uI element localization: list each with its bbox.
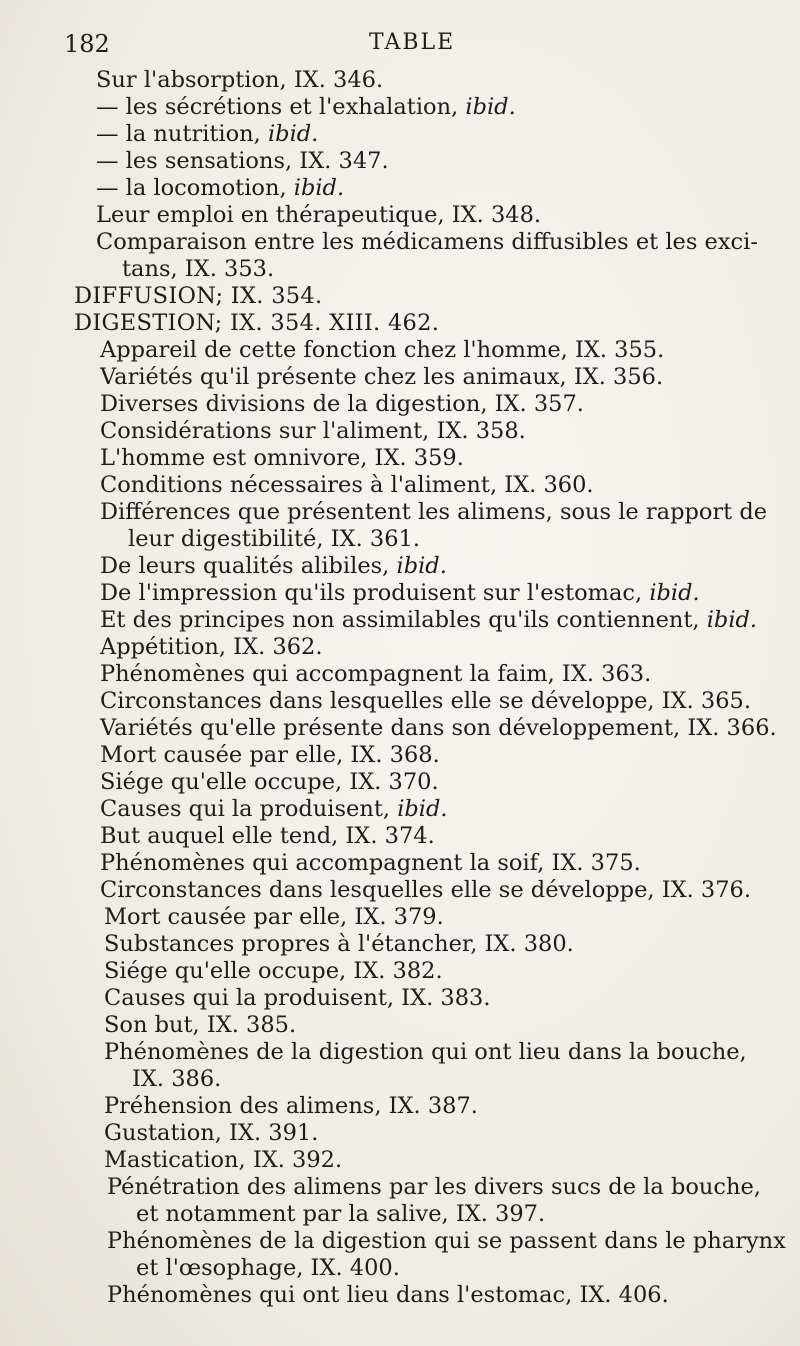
index-entry-text: DIGESTION; IX. 354. XIII. 462. xyxy=(74,310,440,336)
index-entry-text: Causes qui la produisent, ibid. xyxy=(100,796,448,822)
ibid-italic: ibid. xyxy=(649,580,700,606)
ibid-italic: ibid. xyxy=(465,94,516,120)
page-number: 182 xyxy=(64,30,110,58)
index-entry xyxy=(0,337,800,364)
index-entry-text: leur digestibilité, IX. 361. xyxy=(128,526,420,552)
index-entry xyxy=(0,688,800,715)
index-heading xyxy=(0,310,800,337)
index-entry xyxy=(0,229,800,256)
index-entry xyxy=(0,931,800,958)
index-entry xyxy=(0,94,800,121)
index-entry-text: Siége qu'elle occupe, IX. 382. xyxy=(104,958,443,984)
index-entry xyxy=(0,526,800,553)
index-entry xyxy=(0,580,800,607)
index-entry-text: Variétés qu'elle présente dans son développement, IX. 366. xyxy=(100,715,777,741)
index-entry-text: Conditions nécessaires à l'aliment, IX. 360. xyxy=(100,472,594,498)
ibid-italic: ibid. xyxy=(267,121,319,147)
index-entry-text: L'homme est omnivore, IX. 359. xyxy=(100,445,464,471)
index-entry xyxy=(0,499,800,526)
index-heading xyxy=(0,283,800,310)
index-entry-text: De leurs qualités alibiles, ibid. xyxy=(100,553,447,579)
index-entry-text: Phénomènes qui ont lieu dans l'estomac, IX. 406. xyxy=(107,1282,669,1308)
index-entry xyxy=(0,202,800,229)
index-entry xyxy=(0,418,800,445)
ibid-italic: ibid. xyxy=(706,607,758,633)
index-entry-text: Appareil de cette fonction chez l'homme, IX. 355. xyxy=(100,337,665,363)
index-entry xyxy=(0,877,800,904)
index-entry xyxy=(0,148,800,175)
index-entry-text: Phénomènes qui accompagnent la soif, IX. 375. xyxy=(100,850,641,876)
index-entry-text: Phénomènes qui accompagnent la faim, IX. 363. xyxy=(100,661,652,687)
index-entry-text: Appétition, IX. 362. xyxy=(100,634,323,660)
index-entries xyxy=(0,67,800,1309)
index-entry xyxy=(0,904,800,931)
index-entry xyxy=(0,796,800,823)
index-entry-text: Leur emploi en thérapeutique, IX. 348. xyxy=(96,202,542,228)
page-header xyxy=(64,30,760,64)
index-entry-text: Circonstances dans lesquelles elle se développe, IX. 365. xyxy=(100,688,752,714)
index-entry-text: Mastication, IX. 392. xyxy=(104,1147,343,1173)
index-entry-text: tans, IX. 353. xyxy=(122,256,275,282)
index-entry-text: Variétés qu'il présente chez les animaux, IX. 356. xyxy=(100,364,664,390)
index-entry xyxy=(0,472,800,499)
index-entry xyxy=(0,364,800,391)
index-entry xyxy=(0,1120,800,1147)
ibid-italic: ibid. xyxy=(293,175,345,201)
index-entry xyxy=(0,958,800,985)
index-entry-text: Pénétration des alimens par les divers sucs de la bouche, xyxy=(107,1174,761,1200)
index-entry-text: Mort causée par elle, IX. 379. xyxy=(104,904,444,930)
index-entry xyxy=(0,391,800,418)
index-entry xyxy=(0,634,800,661)
index-entry-text: Siége qu'elle occupe, IX. 370. xyxy=(100,769,439,795)
index-entry xyxy=(0,1093,800,1120)
index-entry xyxy=(0,661,800,688)
index-entry xyxy=(0,445,800,472)
index-entry xyxy=(0,715,800,742)
index-entry xyxy=(0,1147,800,1174)
index-entry-text: et notamment par la salive, IX. 397. xyxy=(136,1201,546,1227)
index-entry-text: — les sécrétions et l'exhalation, ibid. xyxy=(96,94,516,120)
index-entry xyxy=(0,769,800,796)
index-entry xyxy=(0,553,800,580)
index-entry-text: DIFFUSION; IX. 354. xyxy=(74,283,323,309)
index-entry xyxy=(0,175,800,202)
index-entry xyxy=(0,1282,800,1309)
index-entry xyxy=(0,742,800,769)
index-entry-text: Phénomènes de la digestion qui ont lieu dans la bouche, xyxy=(104,1039,747,1065)
index-entry-text: Comparaison entre les médicamens diffusibles et les exci- xyxy=(96,229,758,255)
index-entry-text: Phénomènes de la digestion qui se passent dans le pharynx xyxy=(107,1228,786,1254)
index-entry xyxy=(0,256,800,283)
index-entry-text: But auquel elle tend, IX. 374. xyxy=(100,823,435,849)
index-entry-text: — les sensations, IX. 347. xyxy=(96,148,389,174)
index-entry-text: Circonstances dans lesquelles elle se développe, IX. 376. xyxy=(100,877,752,903)
index-entry-text: De l'impression qu'ils produisent sur l'estomac, ibid. xyxy=(100,580,700,606)
index-entry xyxy=(0,1174,800,1201)
index-entry xyxy=(0,1201,800,1228)
index-entry-text: Considérations sur l'aliment, IX. 358. xyxy=(100,418,526,444)
index-entry-text: Préhension des alimens, IX. 387. xyxy=(104,1093,478,1119)
index-entry-text: — la nutrition, ibid. xyxy=(96,121,319,147)
index-entry-text: Et des principes non assimilables qu'ils contiennent, ibid. xyxy=(100,607,758,633)
index-entry-text: Diverses divisions de la digestion, IX. 357. xyxy=(100,391,584,417)
ibid-italic: ibid. xyxy=(396,553,447,579)
index-entry-text: Causes qui la produisent, IX. 383. xyxy=(104,985,491,1011)
index-entry-text: Son but, IX. 385. xyxy=(104,1012,297,1038)
index-entry xyxy=(0,1039,800,1066)
index-entry xyxy=(0,850,800,877)
index-entry xyxy=(0,985,800,1012)
index-entry xyxy=(0,67,800,94)
index-entry-text: Sur l'absorption, IX. 346. xyxy=(96,67,384,93)
index-entry xyxy=(0,121,800,148)
index-entry-text: — la locomotion, ibid. xyxy=(96,175,345,201)
index-entry xyxy=(0,607,800,634)
index-entry xyxy=(0,1255,800,1282)
running-title: TABLE xyxy=(369,30,456,55)
index-entry-text: Différences que présentent les alimens, sous le rapport de xyxy=(100,499,768,525)
index-entry-text: et l'œsophage, IX. 400. xyxy=(136,1255,400,1281)
index-entry-text: Substances propres à l'étancher, IX. 380. xyxy=(104,931,574,957)
index-entry xyxy=(0,1066,800,1093)
index-entry-text: IX. 386. xyxy=(132,1066,222,1092)
index-entry xyxy=(0,1228,800,1255)
index-entry xyxy=(0,823,800,850)
ibid-italic: ibid. xyxy=(397,796,448,822)
index-entry-text: Gustation, IX. 391. xyxy=(104,1120,319,1146)
index-entry xyxy=(0,1012,800,1039)
index-entry-text: Mort causée par elle, IX. 368. xyxy=(100,742,440,768)
